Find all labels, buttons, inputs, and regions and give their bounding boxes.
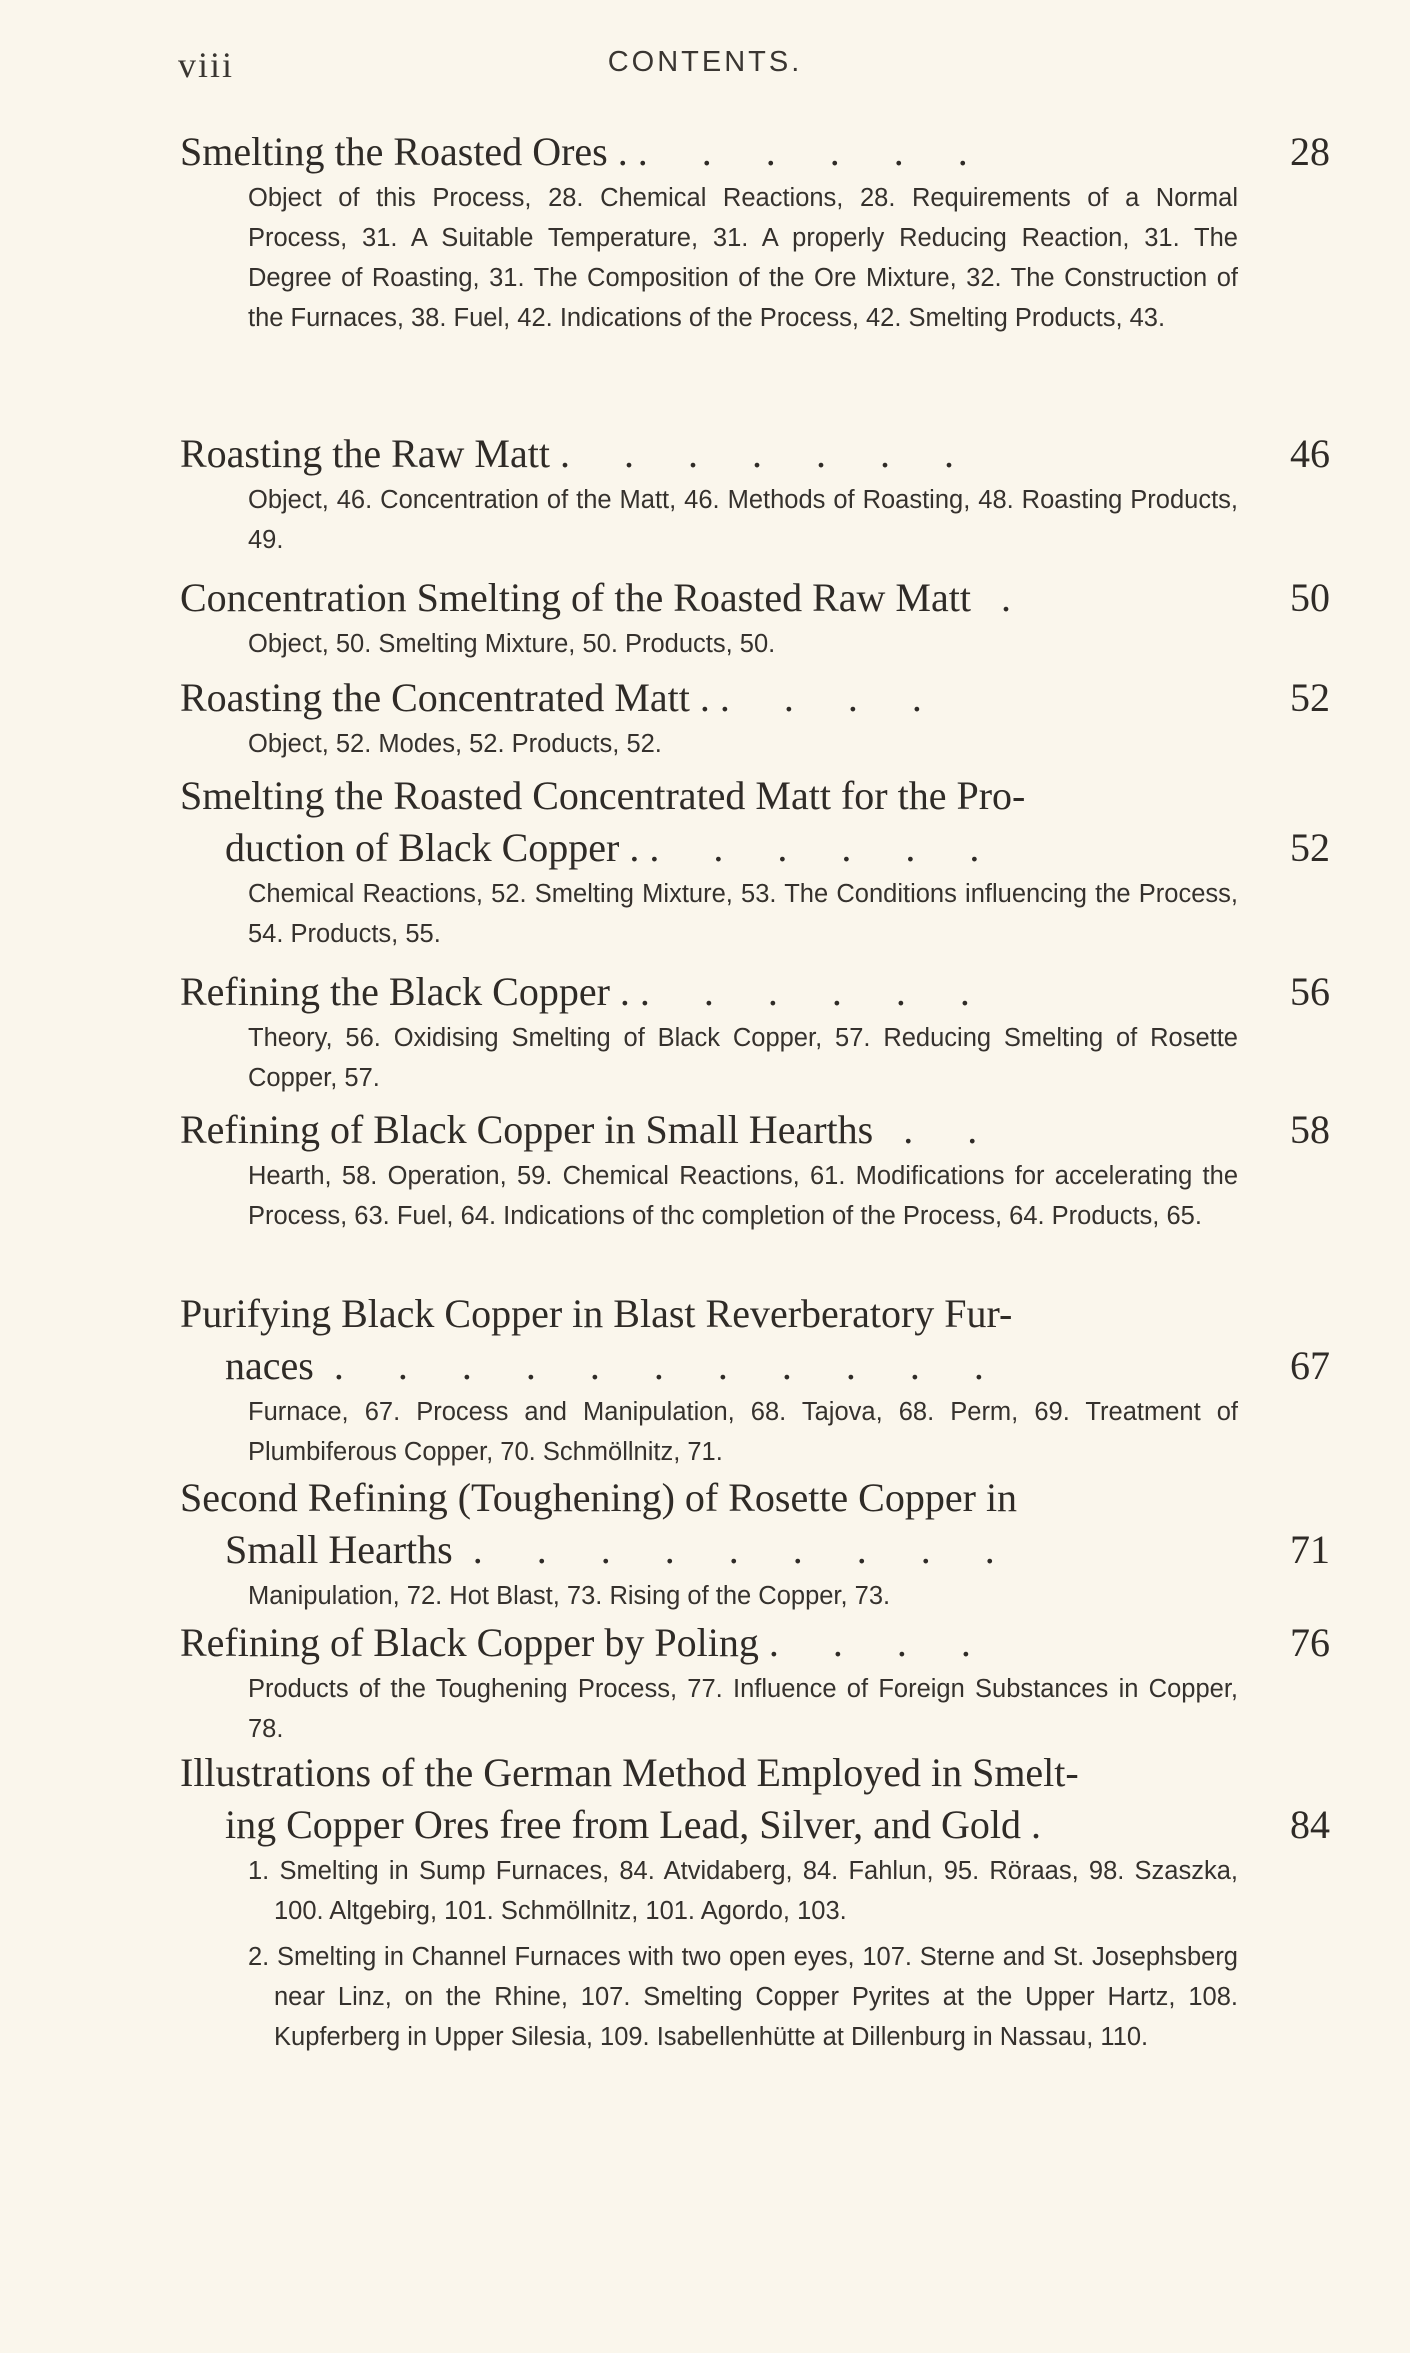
entry-description (248, 874, 1238, 954)
toc-entry (180, 770, 1330, 954)
entry-title: Illustrations of the German Method Employed in Smelt- (180, 1750, 1079, 1795)
entry-page: 84 (1290, 1802, 1330, 1847)
entry-title-cont: ing Copper Ores free from Lead, Silver, and Gold (225, 1802, 1021, 1847)
entry-description (248, 1156, 1238, 1236)
entry-heading (180, 126, 1330, 178)
leader-dots: . (1000, 575, 1033, 620)
entry-title-line (180, 428, 1220, 480)
entry-description (248, 624, 1238, 664)
entry-title-line (180, 1524, 1220, 1576)
entry-desc-text: Object, 52. Modes, 52. Products, 52. (248, 730, 662, 758)
entry-desc-text: Object, 46. Concentration of the Matt, 46. Methods of Roasting, 48. Roasting Products, 49. (248, 486, 1238, 554)
running-head: CONTENTS. (607, 46, 803, 78)
entry-title: Purifying Black Copper in Blast Reverberatory Fur- (180, 1291, 1013, 1336)
leader-dots: . . . . . . . (559, 431, 976, 476)
entry-title-line (180, 1799, 1220, 1851)
entry-title: Refining of Black Copper in Small Hearths (180, 1107, 874, 1152)
leader-dots: . . . . . . (639, 969, 992, 1014)
entry-desc-text: Object of this Process, 28. Chemical Reactions, 28. Requirements of a Normal Process, 31. A Suitable Temperature, 31. A properly Reducing Reaction, 31. The Degree of Roasting, 31. The Composition of the Ore Mixture, 32. The Construction of the Furnaces, 38. Fuel, 42. Indications of the Process, 42. Smelting Products, 43. (248, 184, 1238, 332)
entry-desc-text: Products of the Toughening Process, 77. Influence of Foreign Substances in Copper, 78. (248, 1675, 1238, 1743)
entry-desc-text: Manipulation, 72. Hot Blast, 73. Rising of the Copper, 73. (248, 1582, 891, 1610)
entry-heading (180, 1747, 1330, 1851)
toc-entry (180, 126, 1330, 338)
leader-dots: . . . . . . (637, 129, 990, 174)
entry-title-cont: duction of Black Copper . (225, 825, 640, 870)
entry-heading (180, 966, 1330, 1018)
entry-title-line (180, 1340, 1220, 1392)
entry-title: Concentration Smelting of the Roasted Raw Matt (180, 575, 971, 620)
leader-dots: . . . . . . . . . (472, 1527, 1017, 1572)
toc-entry (180, 1104, 1330, 1236)
entry-desc-text: Furnace, 67. Process and Manipulation, 68. Tajova, 68. Perm, 69. Treatment of Plumbiferous Copper, 70. Schmöllnitz, 71. (248, 1398, 1238, 1466)
entry-page: 28 (1290, 129, 1330, 174)
entry-desc-text: Chemical Reactions, 52. Smelting Mixture, 53. The Conditions influencing the Process, 54. Products, 55. (248, 880, 1238, 948)
entry-page: 56 (1290, 969, 1330, 1014)
leader-dots: . . . . . . . . . . . (333, 1343, 1006, 1388)
entry-title: Smelting the Roasted Ores . (180, 129, 628, 174)
entry-desc-text: Theory, 56. Oxidising Smelting of Black Copper, 57. Reducing Smelting of Rosette Copper, 57. (248, 1024, 1238, 1092)
entry-description (248, 1018, 1238, 1098)
entry-page: 50 (1290, 575, 1330, 620)
entry-page: 58 (1290, 1107, 1330, 1152)
entry-title: Roasting the Concentrated Matt . (180, 675, 710, 720)
entry-heading (180, 672, 1330, 724)
toc-entry (180, 572, 1330, 664)
leader-dots: . (1030, 1802, 1063, 1847)
entry-heading (180, 770, 1330, 874)
entry-description (248, 1851, 1238, 2057)
entry-title: Refining of Black Copper by Poling (180, 1620, 759, 1665)
page-number: viii (178, 45, 235, 85)
entry-heading (180, 1104, 1330, 1156)
entry-page: 71 (1290, 1527, 1330, 1572)
entry-page: 52 (1290, 825, 1330, 870)
entry-title: Smelting the Roasted Concentrated Matt for the Pro- (180, 773, 1026, 818)
entry-title-cont: Small Hearths (225, 1527, 453, 1572)
entry-page: 52 (1290, 675, 1330, 720)
entry-page: 46 (1290, 431, 1330, 476)
leader-dots: . . . . (768, 1620, 993, 1665)
entry-desc-text: Object, 50. Smelting Mixture, 50. Products, 50. (248, 630, 776, 658)
leader-dots: . . . . (719, 675, 944, 720)
entry-title-line (180, 572, 1220, 624)
entry-heading (180, 1288, 1330, 1392)
entry-description (248, 178, 1238, 338)
entry-desc-text: Hearth, 58. Operation, 59. Chemical Reactions, 61. Modifications for accelerating the Process, 63. Fuel, 64. Indications of thc completion of the Process, 64. Products, 65. (248, 1162, 1238, 1230)
entry-description (248, 1392, 1238, 1472)
toc-entry (180, 1617, 1330, 1749)
entry-title-line (180, 672, 1220, 724)
entry-title: Refining the Black Copper . (180, 969, 630, 1014)
entry-heading (180, 1472, 1330, 1576)
entry-description (248, 480, 1238, 560)
entry-sub-2: 2. Smelting in Channel Furnaces with two open eyes, 107. Sterne and St. Josephsberg near Linz, on the Rhine, 107. Smelting Copper Pyrites at the Upper Hartz, 108. Kupferberg in Upper Silesia, 109. Isabellenhütte at Dillenburg in Nassau, 110. (248, 1943, 1238, 2051)
entry-description (248, 1669, 1238, 1749)
toc-entry (180, 1472, 1330, 1616)
entry-page: 67 (1290, 1343, 1330, 1388)
entry-description (248, 724, 1238, 764)
entry-heading (180, 1617, 1330, 1669)
entry-heading (180, 428, 1330, 480)
entry-sub-1: 1. Smelting in Sump Furnaces, 84. Atvidaberg, 84. Fahlun, 95. Röraas, 98. Szaszka, 100. Altgebirg, 101. Schmöllnitz, 101. Agordo, 103. (248, 1857, 1238, 1925)
toc-entry (180, 1747, 1330, 2063)
leader-dots: . . . . . . (649, 825, 1002, 870)
entry-title-cont: naces (225, 1343, 314, 1388)
toc-entry (180, 672, 1330, 764)
entry-title-line (180, 126, 1220, 178)
entry-title-line (180, 1617, 1220, 1669)
entry-title-line (180, 822, 1220, 874)
entry-heading (180, 572, 1330, 624)
entry-page: 76 (1290, 1620, 1330, 1665)
leader-dots: . . (903, 1107, 1000, 1152)
toc-entry (180, 428, 1330, 560)
entry-description (248, 1576, 1238, 1616)
entry-title: Second Refining (Toughening) of Rosette Copper in (180, 1475, 1018, 1520)
toc-entry (180, 1288, 1330, 1472)
entry-title-line (180, 1104, 1220, 1156)
entry-title-line (180, 966, 1220, 1018)
toc-entry (180, 966, 1330, 1098)
entry-title: Roasting the Raw Matt (180, 431, 550, 476)
